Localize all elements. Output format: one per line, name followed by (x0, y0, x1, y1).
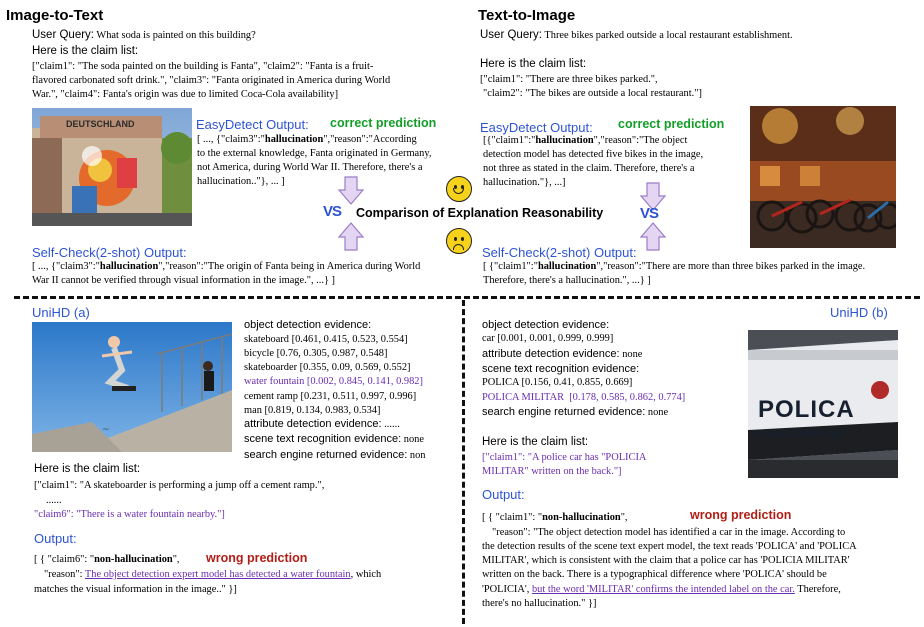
bl-attr-value: ...... (384, 419, 400, 430)
bl-claim6: "claim6": "There is a water fountain nearby."] (34, 509, 225, 520)
bl-output-label: Output: (34, 531, 77, 546)
bl-attr-evidence (244, 417, 400, 432)
left-selfcheck-line: [ ..., {"claim3":"hallucination","reason":"The origin of Fanta being in America during World (32, 261, 421, 272)
left-selfcheck-line: War II cannot be verified through visual information in the image.", ...} ] (32, 275, 335, 287)
left-selfcheck-output (32, 260, 472, 288)
br-claim-line: MILITAR" written on the back."] (482, 466, 622, 478)
skateboarder-image (32, 322, 232, 452)
skateboarder-drawing (32, 322, 232, 452)
left-claims (32, 60, 452, 102)
bl-od-line: man [0.819, 0.134, 0.983, 0.534] (244, 404, 381, 416)
vs-icon-right: VS (640, 205, 659, 222)
car-text-polica-militar: POLICA MILITAR (756, 428, 844, 440)
fanta-building-image (32, 108, 192, 226)
left-claims-line: War.", "claim4": Fanta's origin was due to limited Coca-Cola availability] (32, 89, 339, 101)
br-reason-line: the detection results of the scene text expert model, the text reads 'POLICA' and 'POLICA (482, 541, 857, 553)
bl-od-label: object detection evidence: (244, 319, 372, 331)
br-output-line1: [ { "claim1": "non-hallucination", (482, 512, 628, 523)
bl-reason-key: "reason": (44, 569, 85, 580)
br-reason-line-last (482, 583, 922, 597)
bl-od-line: skateboarder [0.355, 0.09, 0.569, 0.552] (244, 362, 411, 374)
br-search-value: none (647, 407, 669, 418)
br-scene-line2: POLICA MILITAR [0.178, 0.585, 0.862, 0.774] (482, 392, 686, 403)
br-od-label: object detection evidence: (482, 319, 610, 331)
right-easydetect-label: EasyDetect Output: (480, 120, 593, 135)
bl-od-line-water-fountain: water fountain [0.002, 0.845, 0.141, 0.982] (244, 376, 423, 388)
bl-scene-value: none (403, 434, 424, 445)
left-query-label: User Query: (32, 29, 94, 41)
sad-face-icon (446, 228, 472, 254)
unihd-b-label: UniHD (b) (830, 305, 888, 320)
br-reason-post: Therefore, (794, 583, 841, 595)
br-scene-label: scene text recognition evidence: (482, 363, 640, 375)
bl-attr-label: attribute detection evidence: (244, 418, 382, 430)
bl-output-line1: [ { "claim6": "non-hallucination", (34, 554, 180, 565)
car-text-polica: POLICA (758, 396, 855, 423)
br-attr-label: attribute detection evidence: (482, 348, 620, 360)
br-reason-pre: 'POLICIA', (482, 583, 532, 595)
left-claim-list-label: Here is the claim list: (32, 45, 139, 57)
right-selfcheck-label: Self-Check(2-shot) Output: (482, 245, 637, 260)
left-claims-line: ["claim1": "The soda painted on the building is Fanta", "claim2": "Fanta is a fruit- (32, 61, 374, 72)
br-output-reason (482, 526, 922, 611)
br-claim-line: ["claim1": "A police car has "POLICIA (482, 452, 647, 463)
right-easydetect-line: detection model has detected five bikes in the image, (483, 149, 704, 161)
bl-dots: ...... (46, 495, 62, 506)
br-wrong-label: wrong prediction (690, 508, 792, 522)
right-claims-line: "claim2": "The bikes are outside a local restaurant."] (483, 88, 702, 100)
left-selfcheck-label: Self-Check(2-shot) Output: (32, 245, 187, 260)
br-reason-line: written on the back. There is a typographical difference where 'POLICA' should be (482, 569, 827, 581)
bl-search-label: search engine returned evidence: (244, 449, 408, 461)
bl-od-line: skateboard [0.461, 0.415, 0.523, 0.554] (244, 334, 408, 345)
right-claims-line: ["claim1": "There are three bikes parked.", (480, 74, 658, 85)
left-easydetect-line: hallucination.."}, ... ] (197, 176, 285, 188)
right-selfcheck-line: [ {"claim1":"hallucination","reason":"There are more than three bikes parked in the image. (483, 261, 866, 272)
right-easydetect-line: hallucination."}, ...] (483, 177, 566, 189)
br-claim-list-label: Here is the claim list: (482, 436, 589, 448)
bl-reason-tail: , which (350, 569, 382, 580)
unihd-a-label: UniHD (a) (32, 305, 90, 320)
building-sign-text: DEUTSCHLAND (66, 119, 135, 129)
right-easydetect-line: not three as stated in the claim. Therefore, there's a (483, 163, 695, 175)
br-reason-line: MILITAR', which is consistent with the claim that a police car has 'POLICIA MILITAR' (482, 555, 850, 567)
br-attr-value: none (622, 349, 643, 360)
left-easydetect-line: [ ..., {"claim3":"hallucination","reason":"According (197, 134, 417, 145)
bl-output-line3: matches the visual information in the image.." }] (34, 584, 237, 595)
comparison-title: Comparison of Explanation Reasonability (356, 206, 604, 220)
bl-output-reason (44, 568, 381, 582)
smiley-face-icon (446, 176, 472, 202)
bl-claim-list-label: Here is the claim list: (34, 463, 141, 475)
left-title: Image-to-Text (6, 7, 104, 24)
bl-od-evidence (244, 333, 459, 418)
right-selfcheck-line: Therefore, there's a hallucination.", ...} ] (483, 275, 651, 287)
br-reason-final: there's no hallucination." }] (482, 597, 597, 609)
br-scene-line1: POLICA [0.156, 0.41, 0.855, 0.669] (482, 377, 633, 388)
bl-wrong-label: wrong prediction (206, 551, 308, 565)
br-search-evidence (482, 405, 668, 420)
left-user-query (32, 28, 256, 44)
bl-search-value: non (409, 450, 426, 461)
right-claims (480, 73, 780, 101)
bl-od-line: bicycle [0.76, 0.305, 0.987, 0.548] (244, 348, 388, 360)
svg-text:~: ~ (102, 425, 110, 435)
br-output-label: Output: (482, 487, 525, 502)
bl-reason-underlined: The object detection expert model has detected a water fountain (84, 569, 351, 580)
br-attr-evidence (482, 347, 642, 362)
bl-search-evidence (244, 448, 425, 463)
bl-scene-evidence (244, 432, 424, 447)
bl-scene-label: scene text recognition evidence: (244, 433, 402, 445)
horizontal-divider (14, 296, 920, 299)
down-arrow-icon (338, 176, 364, 206)
up-arrow-icon (640, 222, 666, 252)
right-query-text: Three bikes parked outside a local restaurant establishment. (544, 30, 793, 41)
right-query-label: User Query: (480, 29, 542, 41)
br-od-value: car [0.001, 0.001, 0.999, 0.999] (482, 333, 614, 344)
br-search-label: search engine returned evidence: (482, 406, 646, 418)
left-easydetect-line: to the external knowledge, Fanta originated in Germany, (197, 148, 432, 160)
left-easydetect-line: not America, during World War II. Therefore, there's a (197, 162, 423, 174)
br-claims (482, 451, 702, 479)
bl-od-line: cement ramp [0.231, 0.511, 0.997, 0.996] (244, 390, 417, 402)
up-arrow-icon (338, 222, 364, 252)
right-selfcheck-output (483, 260, 918, 288)
right-user-query (480, 28, 793, 44)
police-car-image (748, 330, 898, 478)
left-easydetect-label: EasyDetect Output: (196, 117, 309, 132)
left-easydetect-output (197, 133, 467, 190)
left-correct-label: correct prediction (330, 116, 437, 130)
right-easydetect-line: [{"claim1":"hallucination","reason":"The object (483, 135, 688, 146)
left-claims-line: flavored carbonated soft drink.", "claim3": "Fanta originated in America during World (32, 75, 391, 87)
left-query-text: What soda is painted on this building? (96, 30, 256, 41)
right-claim-list-label: Here is the claim list: (480, 58, 587, 70)
right-title: Text-to-Image (478, 7, 576, 24)
right-correct-label: correct prediction (618, 117, 725, 131)
right-easydetect-output (483, 134, 753, 191)
bikes-drawing (750, 106, 896, 248)
bikes-restaurant-image (750, 106, 896, 248)
br-reason-line: "reason": "The object detection model has identified a car in the image. According to (492, 527, 846, 538)
br-reason-underlined: but the word 'MILITAR' confirms the intended label on the car. (531, 583, 795, 595)
vs-icon-left: VS (323, 203, 342, 220)
vertical-divider (462, 300, 465, 624)
bl-claim1: ["claim1": "A skateboarder is performing a jump off a cement ramp.", (34, 480, 325, 491)
